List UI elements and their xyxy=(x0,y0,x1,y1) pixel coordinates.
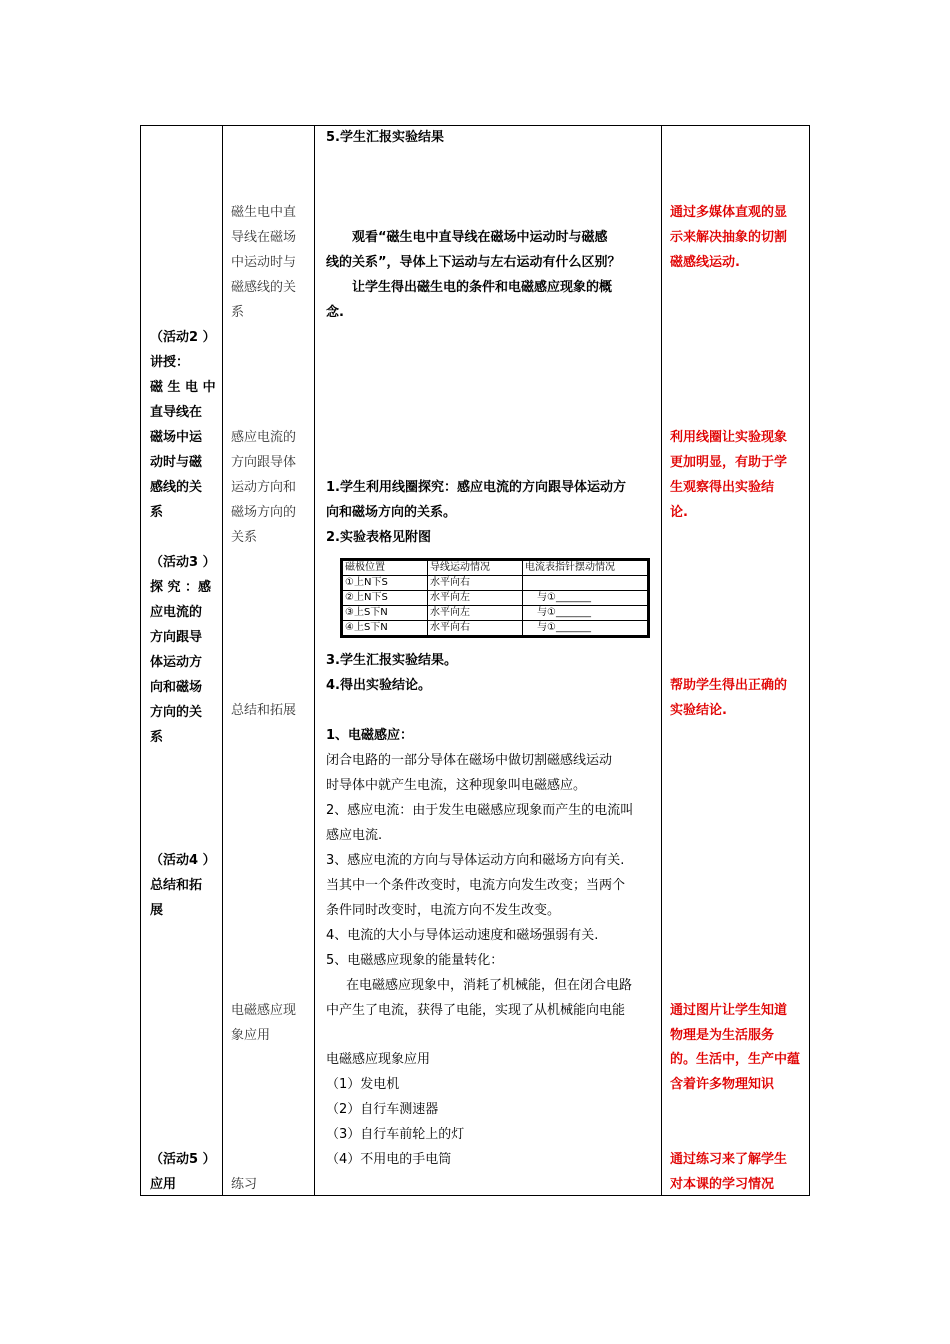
table-cell: 水平向左 xyxy=(428,606,523,621)
table-cell: ①上N下S xyxy=(343,576,428,591)
application-item: （3）自行车前轮上的灯 xyxy=(326,1127,465,1142)
experiment-table-row xyxy=(343,606,648,621)
table-divider-3 xyxy=(661,125,662,1196)
activity-5-line: 应用 xyxy=(150,1177,177,1192)
summary-1-line: 闭合电路的一部分导体在磁场中做切割磁感线运动 xyxy=(326,753,613,768)
table-divider-2 xyxy=(314,125,315,1196)
activity-4-line: 展 xyxy=(150,903,164,918)
topic-1-line: 中运动时与 xyxy=(231,255,297,270)
activity-4-line: （活动4 ） xyxy=(150,853,216,868)
activity-2-line: 讲授： xyxy=(150,355,190,370)
summary-5-line: 中产生了电流，获得了电能，实现了从机械能向电能 xyxy=(326,1003,626,1018)
activity-3-line: 方向跟导 xyxy=(150,630,203,645)
watch-line: 观看“磁生电中直导线在磁场中运动时与磁感 xyxy=(352,230,608,245)
note-1-line: 示来解决抽象的切割 xyxy=(670,230,788,245)
note-1-line: 磁感线运动. xyxy=(670,255,740,270)
activity-2-line: （活动2 ） xyxy=(150,330,216,345)
topic-1-line: 系 xyxy=(231,305,245,320)
table-cell: 水平向左 xyxy=(428,591,523,606)
table-border-left xyxy=(140,125,141,1196)
table-note: 2.实验表格见附图 xyxy=(326,530,431,545)
summary-5-line: 在电磁感应现象中，消耗了机械能，但在闭合电路 xyxy=(346,978,633,993)
topic-4-line: 电磁感应现 xyxy=(231,1003,297,1018)
application-item: （2）自行车测速器 xyxy=(326,1102,439,1117)
activity-3-line: 应电流的 xyxy=(150,605,203,620)
concept-line: 让学生得出磁生电的条件和电磁感应现象的概 xyxy=(352,280,613,295)
topic-1-line: 磁感线的关 xyxy=(231,280,297,295)
table-cell: 水平向右 xyxy=(428,621,523,636)
topic-2-line: 磁场方向的 xyxy=(231,505,297,520)
table-cell xyxy=(523,576,648,591)
activity-2-line: 磁 生 电 中 xyxy=(150,380,216,395)
summary-2-line: 2、感应电流：由于发生电磁感应现象而产生的电流叫 xyxy=(326,803,634,818)
activity-3-line: 方向的关 xyxy=(150,705,203,720)
application-item: （4）不用电的手电筒 xyxy=(326,1152,452,1167)
watch-line: 线的关系”，导体上下运动与左右运动有什么区别？ xyxy=(326,255,621,270)
topic-5: 练习 xyxy=(231,1177,258,1192)
summary-4: 4、电流的大小与导体运动速度和磁场强弱有关. xyxy=(326,928,599,943)
note-2-line: 生观察得出实验结 xyxy=(670,480,775,495)
topic-2-line: 方向跟导体 xyxy=(231,455,297,470)
note-2-line: 更加明显，有助于学 xyxy=(670,455,788,470)
report-3: 3.学生汇报实验结果。 xyxy=(326,653,457,668)
activity-2-line: 感线的关 xyxy=(150,480,203,495)
topic-1-line: 导线在磁场 xyxy=(231,230,297,245)
experiment-table xyxy=(340,558,650,638)
summary-5-title: 5、电磁感应现象的能量转化： xyxy=(326,953,504,968)
activity-2-line: 系 xyxy=(150,505,164,520)
table-cell: 与①_______ xyxy=(523,591,648,606)
note-5-line: 对本课的学习情况 xyxy=(670,1177,775,1192)
activity-3-line: 系 xyxy=(150,730,164,745)
table-cell: 与①_______ xyxy=(523,606,648,621)
note-4-line: 通过图片让学生知道 xyxy=(670,1003,788,1018)
application-item: （1）发电机 xyxy=(326,1077,400,1092)
note-2-line: 论. xyxy=(670,505,688,520)
experiment-table-row xyxy=(343,576,648,591)
table-cell: ④上S下N xyxy=(343,621,428,636)
explore-line: 向和磁场方向的关系。 xyxy=(326,505,457,520)
conclude-4: 4.得出实验结论。 xyxy=(326,678,431,693)
report-1: 5.学生汇报实验结果 xyxy=(326,130,444,145)
header-cell: 导线运动情况 xyxy=(428,561,523,576)
header-cell: 电流表指针摆动情况 xyxy=(523,561,648,576)
note-5-line: 通过练习来了解学生 xyxy=(670,1152,788,1167)
note-2-line: 利用线圈让实验现象 xyxy=(670,430,788,445)
application-title: 电磁感应现象应用 xyxy=(326,1052,431,1067)
explore-line: 1.学生利用线圈探究：感应电流的方向跟导体运动方 xyxy=(326,480,626,495)
concept-line: 念. xyxy=(326,305,344,320)
summary-3-line: 3、感应电流的方向与导体运动方向和磁场方向有关. xyxy=(326,853,625,868)
experiment-table-row xyxy=(343,591,648,606)
summary-1-line: 时导体中就产生电流，这种现象叫电磁感应。 xyxy=(326,778,587,793)
topic-1-line: 磁生电中直 xyxy=(231,205,297,220)
activity-3-line: 探 究 ：感 xyxy=(150,580,212,595)
activity-2-line: 直导线在 xyxy=(150,405,203,420)
summary-3-line: 当其中一个条件改变时，电流方向发生改变；当两个 xyxy=(326,878,626,893)
table-cell: ③上S下N xyxy=(343,606,428,621)
topic-2-line: 关系 xyxy=(231,530,258,545)
activity-2-line: 动时与磁 xyxy=(150,455,203,470)
topic-3: 总结和拓展 xyxy=(231,703,297,718)
activity-3-line: （活动3 ） xyxy=(150,555,216,570)
summary-1-title: 1、电磁感应： xyxy=(326,728,414,743)
summary-3-line: 条件同时改变时，电流方向不发生改变。 xyxy=(326,903,561,918)
note-3-line: 实验结论. xyxy=(670,703,727,718)
table-border-right xyxy=(809,125,810,1196)
experiment-table-header xyxy=(343,561,648,576)
table-divider-1 xyxy=(222,125,223,1196)
note-4-line: 含着许多物理知识 xyxy=(670,1077,775,1092)
table-cell: 与①_______ xyxy=(523,621,648,636)
topic-2-line: 感应电流的 xyxy=(231,430,297,445)
topic-4-line: 象应用 xyxy=(231,1028,271,1043)
activity-4-line: 总结和拓 xyxy=(150,878,203,893)
activity-5-line: （活动5 ） xyxy=(150,1152,216,1167)
note-4-line: 的。生活中，生产中蕴 xyxy=(670,1052,801,1067)
summary-2-line: 感应电流. xyxy=(326,828,383,843)
note-3-line: 帮助学生得出正确的 xyxy=(670,678,788,693)
table-cell: ②上N下S xyxy=(343,591,428,606)
note-4-line: 物理是为生活服务 xyxy=(670,1028,775,1043)
table-cell: 水平向右 xyxy=(428,576,523,591)
activity-2-line: 磁场中运 xyxy=(150,430,203,445)
experiment-table-row xyxy=(343,621,648,636)
table-border-top xyxy=(140,125,810,126)
activity-3-line: 向和磁场 xyxy=(150,680,203,695)
activity-3-line: 体运动方 xyxy=(150,655,203,670)
note-1-line: 通过多媒体直观的显 xyxy=(670,205,788,220)
header-cell: 磁极位置 xyxy=(343,561,428,576)
topic-2-line: 运动方向和 xyxy=(231,480,297,495)
